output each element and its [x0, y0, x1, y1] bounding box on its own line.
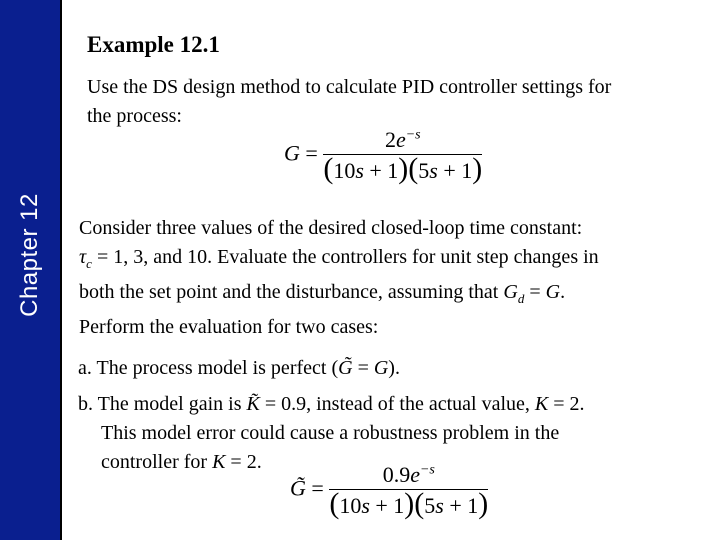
intro-text	[87, 73, 717, 131]
chapter-sidebar	[0, 0, 62, 540]
model-num-coefficient: 0.9	[382, 462, 411, 487]
model-den-s-a: s	[361, 493, 370, 518]
case-a-g-symbol: G	[373, 357, 389, 379]
model-den-plus-a: + 1	[369, 493, 405, 518]
case-b-text-pre: The model gain is	[97, 393, 247, 415]
model-formula-equals: =	[311, 475, 324, 501]
consider-text	[79, 214, 709, 342]
den-plus-a: + 1	[363, 158, 399, 183]
tau-symbol: τ	[79, 246, 87, 268]
consider-line-3	[79, 281, 566, 306]
formula-numerator	[323, 127, 482, 154]
consider-line-4: Perform the evaluation for two cases:	[79, 316, 379, 338]
consider-line-1: Consider three values of the desired closed-loop time constant:	[79, 217, 583, 239]
case-a-marker: a.	[78, 357, 92, 379]
consider-line-2-rest: = 1, 3, and 10. Evaluate the controllers for unit step changes in	[91, 246, 599, 268]
process-transfer-function	[284, 127, 482, 184]
case-b-line-3-pre: controller for	[101, 451, 213, 473]
model-formula-lhs: G̃	[290, 475, 306, 501]
case-b-line-3-post: = 2.	[225, 451, 262, 473]
formula-fraction	[323, 127, 482, 184]
case-a-text-pre: The process model is perfect (	[96, 357, 339, 379]
slide-title: Example 12.1	[87, 32, 220, 57]
model-formula-denominator: (10s + 1)(5s + 1)	[329, 487, 489, 520]
consider-line-3-post: .	[560, 281, 566, 303]
case-b-line-3-k: K	[212, 451, 226, 473]
consider-line-3-eq: =	[524, 281, 546, 303]
model-den-plus-b: + 1	[443, 493, 479, 518]
case-b-line-2: This model error could cause a robustness problem in the	[101, 422, 560, 444]
chapter-label: Chapter 12	[16, 193, 43, 317]
formula-lhs: G	[284, 140, 300, 166]
case-b-text-post: = 2.	[548, 393, 585, 415]
model-den-coef-a: 10	[339, 493, 362, 518]
gd-subscript: d	[517, 291, 525, 306]
model-den-coef-b: 5	[424, 493, 436, 518]
case-b-line-3	[78, 451, 262, 473]
case-b-marker: b.	[78, 393, 93, 415]
tau-subscript: c	[86, 256, 92, 271]
den-plus-b: + 1	[437, 158, 473, 183]
num-exponent: −s	[405, 127, 421, 143]
model-formula-fraction	[329, 462, 488, 519]
case-a	[78, 354, 400, 383]
g-tilde-symbol: G̃	[338, 357, 353, 379]
formula-denominator: (10s + 1)(5s + 1)	[323, 152, 483, 185]
consider-line-3-pre: both the set point and the disturbance, assuming that	[79, 281, 504, 303]
model-formula-numerator	[329, 462, 488, 489]
den-coef-a: 10	[333, 158, 356, 183]
model-transfer-function	[290, 462, 488, 519]
case-a-text-post: ).	[388, 357, 400, 379]
den-coef-b: 5	[418, 158, 430, 183]
num-exponential-base: e	[395, 127, 406, 152]
model-num-exponential-base: e	[410, 462, 420, 487]
model-num-exponent: −s	[419, 462, 435, 478]
den-s-b: s	[429, 158, 438, 183]
case-a-text-mid: =	[352, 357, 374, 379]
consider-line-2	[79, 246, 599, 271]
case-b-text-mid: = 0.9, instead of the actual value,	[259, 393, 535, 415]
den-s-a: s	[355, 158, 364, 183]
model-den-s-b: s	[435, 493, 444, 518]
formula-equals: =	[305, 140, 318, 166]
k-tilde-symbol: K̃	[246, 393, 260, 415]
gd-symbol: G	[503, 281, 518, 303]
intro-line-2: the process:	[87, 105, 182, 127]
case-b-k-symbol: K	[534, 393, 549, 415]
g-symbol: G	[545, 281, 561, 303]
intro-line-1: Use the DS design method to calculate PID controller settings for	[87, 76, 612, 98]
num-coefficient: 2	[384, 127, 396, 152]
